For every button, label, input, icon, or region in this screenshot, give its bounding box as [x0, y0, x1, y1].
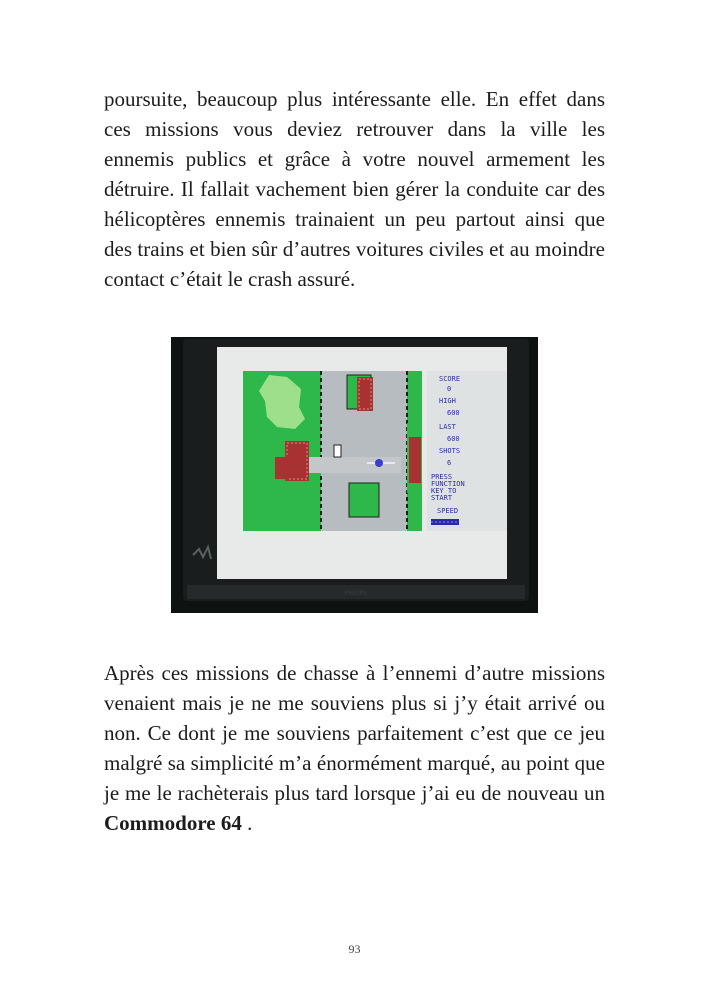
commodore-64-term: Commodore 64	[104, 811, 242, 835]
hud-press-line-2: FUNCTION	[431, 480, 465, 488]
hud-press-line-1: PRESS	[431, 473, 453, 481]
hud-score-value: 0	[447, 385, 452, 393]
hud-speed-label: SPEED	[437, 507, 459, 515]
paragraph-2-end: .	[241, 811, 253, 835]
hud-last-value: 600	[447, 435, 460, 443]
hud-shots-label: SHOTS	[439, 447, 461, 455]
paragraph-2-text: Après ces missions de chasse à l’ennemi d’autre missions venaient mais je ne me souviens plus si j’y était arrivé ou non. Ce dont je me souviens parfaitement c’est que ce jeu malgré sa simplicité m’a énormément marqué, au point que je me le rachèterais plus tard lorsque j’ai eu de nouveau un	[104, 661, 605, 805]
hud-press-line-4: START	[431, 494, 453, 502]
hud-shots-value: 6	[447, 459, 452, 467]
page-number: 93	[348, 942, 361, 956]
hud-last-label: LAST	[439, 423, 456, 431]
paragraph-2	[104, 658, 605, 838]
svg-text:PHILIPS: PHILIPS	[344, 590, 368, 597]
game-screenshot-photo	[171, 337, 538, 613]
hud-high-value: 600	[447, 409, 460, 417]
hud-press-line-3: KEY TO	[431, 487, 457, 495]
paragraph-1: poursuite, beaucoup plus intéressante elle. En effet dans ces missions vous deviez retrouver dans la ville les ennemis publics et grâce à votre nouvel armement les détruire. Il fallait vachement bien gérer la conduite car des hélicoptères ennemis trainaient un peu partout ainsi que des trains et bien sûr d’autres voitures civiles et au moindre contact c’était le crash assuré.	[104, 87, 605, 291]
hud-high-label: HIGH	[439, 397, 456, 405]
hud-score-label: SCORE	[439, 375, 461, 383]
